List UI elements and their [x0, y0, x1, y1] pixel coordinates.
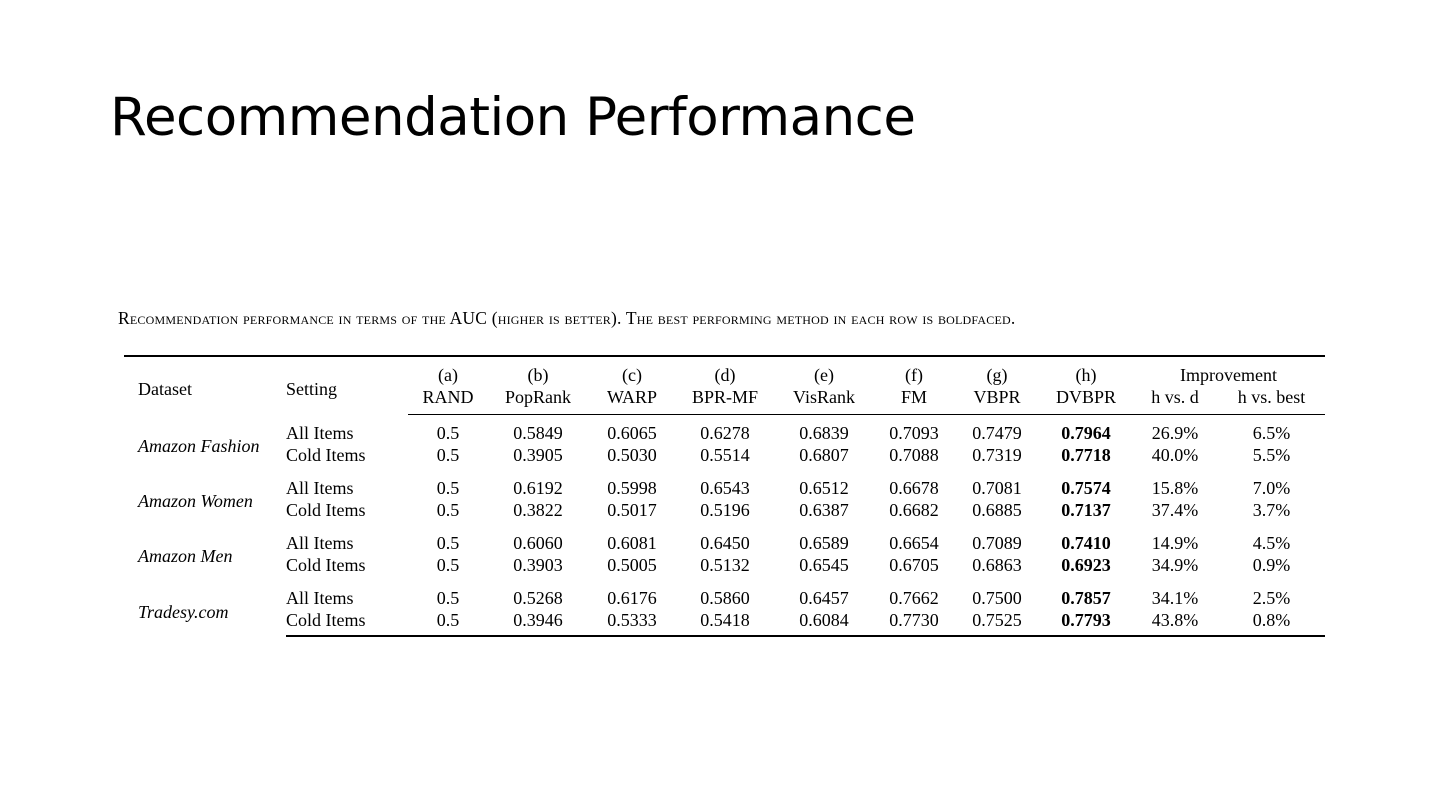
setting-cell: Cold Items — [286, 445, 366, 465]
dataset-name: Amazon Women — [138, 491, 253, 511]
dataset-group — [124, 470, 1325, 525]
header-method-letter: (f) — [874, 356, 954, 386]
value-cell: 0.6807 — [799, 445, 849, 465]
improvement-cell: 37.4% — [1151, 500, 1199, 520]
value-cell: 0.5849 — [513, 423, 563, 443]
best-value-cell: 0.7410 — [1061, 533, 1111, 553]
value-cell: 0.6065 — [607, 423, 657, 443]
best-value-cell: 0.7857 — [1061, 588, 1111, 608]
value-cell: 0.7093 — [889, 423, 939, 443]
dataset-name: Amazon Fashion — [138, 435, 260, 456]
setting-cell: Cold Items — [286, 500, 366, 520]
slide-title: Recommendation Performance — [110, 87, 916, 148]
value-cell: 0.5 — [408, 609, 488, 636]
setting-cell: All Items — [286, 478, 354, 498]
improvement-cell: 5.5% — [1252, 445, 1291, 465]
value-cell: 0.5514 — [700, 445, 750, 465]
header-method-name: VisRank — [774, 386, 874, 415]
value-cell: 0.5268 — [513, 588, 563, 608]
header-method-name: DVBPR — [1040, 386, 1132, 415]
improvement-cell: 34.1% — [1151, 588, 1199, 608]
value-cell: 0.6081 — [607, 533, 657, 553]
header-method-letter: (a) — [408, 356, 488, 386]
setting-cell: All Items — [286, 533, 354, 553]
value-cell: 0.6192 — [513, 478, 563, 498]
value-cell: 0.6084 — [774, 609, 874, 636]
dataset-group — [124, 580, 1325, 636]
value-cell: 0.7088 — [889, 445, 939, 465]
best-value-cell: 0.7574 — [1061, 478, 1111, 498]
value-cell: 0.6387 — [799, 500, 849, 520]
value-cell: 0.5333 — [588, 609, 676, 636]
value-cell: 0.6450 — [700, 533, 750, 553]
table-row — [124, 415, 1325, 445]
table-row — [124, 444, 1325, 470]
improvement-cell: 43.8% — [1132, 609, 1218, 636]
improvement-cell: 2.5% — [1252, 588, 1291, 608]
header-method-letter: (e) — [774, 356, 874, 386]
improvement-cell: 7.0% — [1252, 478, 1291, 498]
header-method-name: VBPR — [954, 386, 1040, 415]
header-method-letter: (g) — [954, 356, 1040, 386]
value-cell: 0.6839 — [799, 423, 849, 443]
value-cell: 0.5 — [436, 588, 460, 608]
value-cell: 0.6589 — [799, 533, 849, 553]
value-cell: 0.6278 — [700, 423, 750, 443]
table-row — [124, 580, 1325, 609]
value-cell: 0.5132 — [700, 555, 750, 575]
value-cell: 0.5 — [436, 423, 460, 443]
value-cell: 0.6682 — [889, 500, 939, 520]
dataset-name: Tradesy.com — [138, 601, 229, 622]
header-method-name: RAND — [408, 386, 488, 415]
value-cell: 0.7525 — [954, 609, 1040, 636]
value-cell: 0.5005 — [607, 555, 657, 575]
value-cell: 0.6654 — [889, 533, 939, 553]
value-cell: 0.6457 — [799, 588, 849, 608]
setting-cell: All Items — [286, 422, 354, 443]
value-cell: 0.6885 — [972, 500, 1022, 520]
value-cell: 0.5 — [436, 555, 460, 575]
table-row — [124, 470, 1325, 499]
setting-cell: Cold Items — [286, 609, 408, 636]
table-row — [124, 554, 1325, 580]
improvement-cell: 3.7% — [1252, 500, 1291, 520]
value-cell: 0.5 — [436, 500, 460, 520]
value-cell: 0.6176 — [607, 588, 657, 608]
header-method-name: BPR-MF — [676, 386, 774, 415]
value-cell: 0.6060 — [513, 533, 563, 553]
value-cell: 0.5 — [436, 478, 460, 498]
value-cell: 0.6545 — [799, 555, 849, 575]
value-cell: 0.5196 — [700, 500, 750, 520]
header-method-name: WARP — [588, 386, 676, 415]
header-method-letter: (d) — [676, 356, 774, 386]
improvement-cell: 0.8% — [1218, 609, 1325, 636]
best-value-cell: 0.7793 — [1040, 609, 1132, 636]
improvement-cell: 40.0% — [1151, 445, 1199, 465]
improvement-cell: 6.5% — [1252, 423, 1291, 443]
header-method-name: PopRank — [488, 386, 588, 415]
value-cell: 0.3905 — [513, 445, 563, 465]
value-cell: 0.7500 — [972, 588, 1022, 608]
dataset-name: Amazon Men — [138, 546, 233, 566]
value-cell: 0.3822 — [513, 500, 563, 520]
dataset-group — [124, 415, 1325, 471]
header-improvement-col: h vs. best — [1218, 386, 1325, 415]
value-cell: 0.5 — [436, 445, 460, 465]
value-cell: 0.6705 — [889, 555, 939, 575]
table-row — [124, 499, 1325, 525]
value-cell: 0.3903 — [513, 555, 563, 575]
improvement-cell: 4.5% — [1252, 533, 1291, 553]
value-cell: 0.3946 — [488, 609, 588, 636]
setting-cell: Cold Items — [286, 555, 366, 575]
improvement-cell: 15.8% — [1151, 478, 1199, 498]
value-cell: 0.5 — [436, 533, 460, 553]
value-cell: 0.6543 — [700, 478, 750, 498]
value-cell: 0.5418 — [676, 609, 774, 636]
value-cell: 0.7479 — [972, 423, 1022, 443]
header-improvement: Improvement — [1132, 356, 1325, 386]
table-caption: Recommendation performance in terms of the AUC (higher is better). The best performing method in each row is boldfaced. — [118, 308, 1016, 328]
dataset-group — [124, 525, 1325, 580]
header-method-letter: (h) — [1040, 356, 1132, 386]
improvement-cell: 14.9% — [1151, 533, 1199, 553]
value-cell: 0.5017 — [607, 500, 657, 520]
improvement-cell: 26.9% — [1151, 423, 1199, 443]
table-row — [124, 525, 1325, 554]
header-method-name: FM — [874, 386, 954, 415]
value-cell: 0.5998 — [607, 478, 657, 498]
value-cell: 0.7662 — [889, 588, 939, 608]
value-cell: 0.7730 — [874, 609, 954, 636]
header-method-letter: (b) — [488, 356, 588, 386]
best-value-cell: 0.7137 — [1061, 500, 1111, 520]
best-value-cell: 0.7718 — [1061, 445, 1111, 465]
setting-cell: All Items — [286, 588, 354, 608]
improvement-cell: 0.9% — [1252, 555, 1291, 575]
value-cell: 0.7089 — [972, 533, 1022, 553]
value-cell: 0.6512 — [799, 478, 849, 498]
header-dataset: Dataset — [124, 356, 286, 415]
value-cell: 0.6678 — [889, 478, 939, 498]
header-method-letter: (c) — [588, 356, 676, 386]
value-cell: 0.7319 — [972, 445, 1022, 465]
value-cell: 0.5030 — [607, 445, 657, 465]
header-setting: Setting — [286, 356, 408, 415]
best-value-cell: 0.6923 — [1061, 555, 1111, 575]
header-improvement-col: h vs. d — [1132, 386, 1218, 415]
value-cell: 0.6863 — [972, 555, 1022, 575]
table-row — [124, 609, 1325, 636]
results-table — [124, 355, 1325, 637]
best-value-cell: 0.7964 — [1061, 423, 1111, 443]
value-cell: 0.7081 — [972, 478, 1022, 498]
value-cell: 0.5860 — [700, 588, 750, 608]
improvement-cell: 34.9% — [1151, 555, 1199, 575]
